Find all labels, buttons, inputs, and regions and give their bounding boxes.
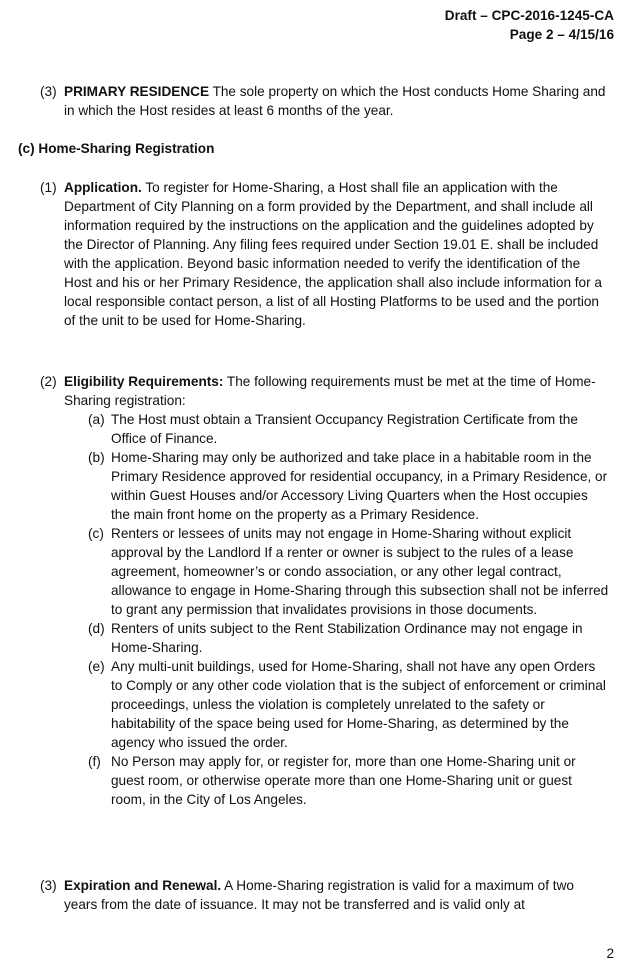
item-title: Application. (64, 180, 142, 195)
item-number: (3) (40, 84, 57, 99)
subitem-text: Renters of units subject to the Rent Stabilization Ordinance may not engage in Home-Sharing. (111, 621, 583, 655)
document-header (445, 6, 614, 44)
item-body (64, 178, 610, 330)
subitem-text: Renters or lessees of units may not engage in Home-Sharing without explicit approval by the Landlord If a renter or owner is subject to the rules of a lease agreement, homeowner’s or condo association, or any other legal contract, allowance to engage in Home-Sharing through this subsection shall not be inferred to grant any permission that invalidates provisions in those documents. (111, 526, 609, 617)
header-case-number: Draft – CPC-2016-1245-CA (444, 8, 614, 23)
eligibility-subitem (88, 448, 610, 524)
definition-body (64, 82, 610, 120)
registration-item-eligibility (40, 372, 610, 809)
item-title: Eligibility Requirements: (64, 374, 224, 389)
section-heading-home-sharing-registration: (c) Home-Sharing Registration (18, 141, 215, 156)
item-number: (2) (40, 374, 57, 389)
eligibility-subitem (88, 524, 610, 619)
subitem-letter: (b) (88, 450, 105, 465)
item-text: The following requirements must be met at the time of Home-Sharing registration: (64, 374, 596, 408)
item-number: (1) (40, 180, 57, 195)
item-title: Expiration and Renewal. (64, 878, 222, 893)
subitem-letter: (a) (88, 412, 105, 427)
definition-text: The sole property on which the Host conducts Home Sharing and in which the Host resides at least 6 months of the year. (64, 84, 606, 118)
subitem-letter: (f) (88, 754, 101, 769)
item-body (64, 876, 610, 914)
subitem-text: No Person may apply for, or register for, more than one Home-Sharing unit or guest room, or otherwise operate more than one Home-Sharing unit or guest room, in the City of Los Angeles. (111, 754, 576, 807)
subitem-letter: (c) (88, 526, 104, 541)
item-number: (3) (40, 878, 57, 893)
registration-item-application (40, 178, 610, 330)
definition-term: PRIMARY RESIDENCE (64, 84, 210, 99)
item-text: A Home-Sharing registration is valid for a maximum of two years from the date of issuance. It may not be transferred and is valid only at (64, 878, 574, 912)
registration-item-expiration (40, 876, 610, 914)
item-text: To register for Home-Sharing, a Host shall file an application with the Department of City Planning on a form provided by the Department, and shall include all information required by the instructions on the application and the guidelines adopted by the Director of Planning. Any filing fees required under Section 19.01 E. shall be included with the application. Beyond basic information needed to verify the identification of the Host and his or her Primary Residence, the application shall also include information for a local responsible contact person, a list of all Hosting Platforms to be used and the portion of the unit to be used for Home-Sharing. (64, 180, 602, 328)
eligibility-subitem (88, 410, 610, 448)
eligibility-subitem (88, 619, 610, 657)
subitem-text: Any multi-unit buildings, used for Home-Sharing, shall not have any open Orders to Comply or any other code violation that is the subject of enforcement or criminal proceedings, unless the violation is completely unrelated to the safety or habitability of the space being used for Home-Sharing, as determined by the agency who issued the order. (111, 659, 606, 750)
subitem-letter: (e) (88, 659, 105, 674)
subitem-text: Home-Sharing may only be authorized and take place in a habitable room in the Primary Residence approved for residential occupancy, in a Primary Residence, or within Guest Houses and/or Accessory Living Quarters when the Host occupies the main front home on the property as a Primary Residence. (111, 450, 608, 522)
subitem-letter: (d) (88, 621, 105, 636)
subitem-text: The Host must obtain a Transient Occupancy Registration Certificate from the Office of Finance. (111, 412, 578, 446)
header-page-date: Page 2 – 4/15/16 (509, 27, 614, 42)
page-number: 2 (606, 946, 614, 961)
eligibility-subitem (88, 752, 610, 809)
item-body (64, 372, 610, 410)
eligibility-subitem (88, 657, 610, 752)
definition-primary-residence (40, 82, 610, 120)
